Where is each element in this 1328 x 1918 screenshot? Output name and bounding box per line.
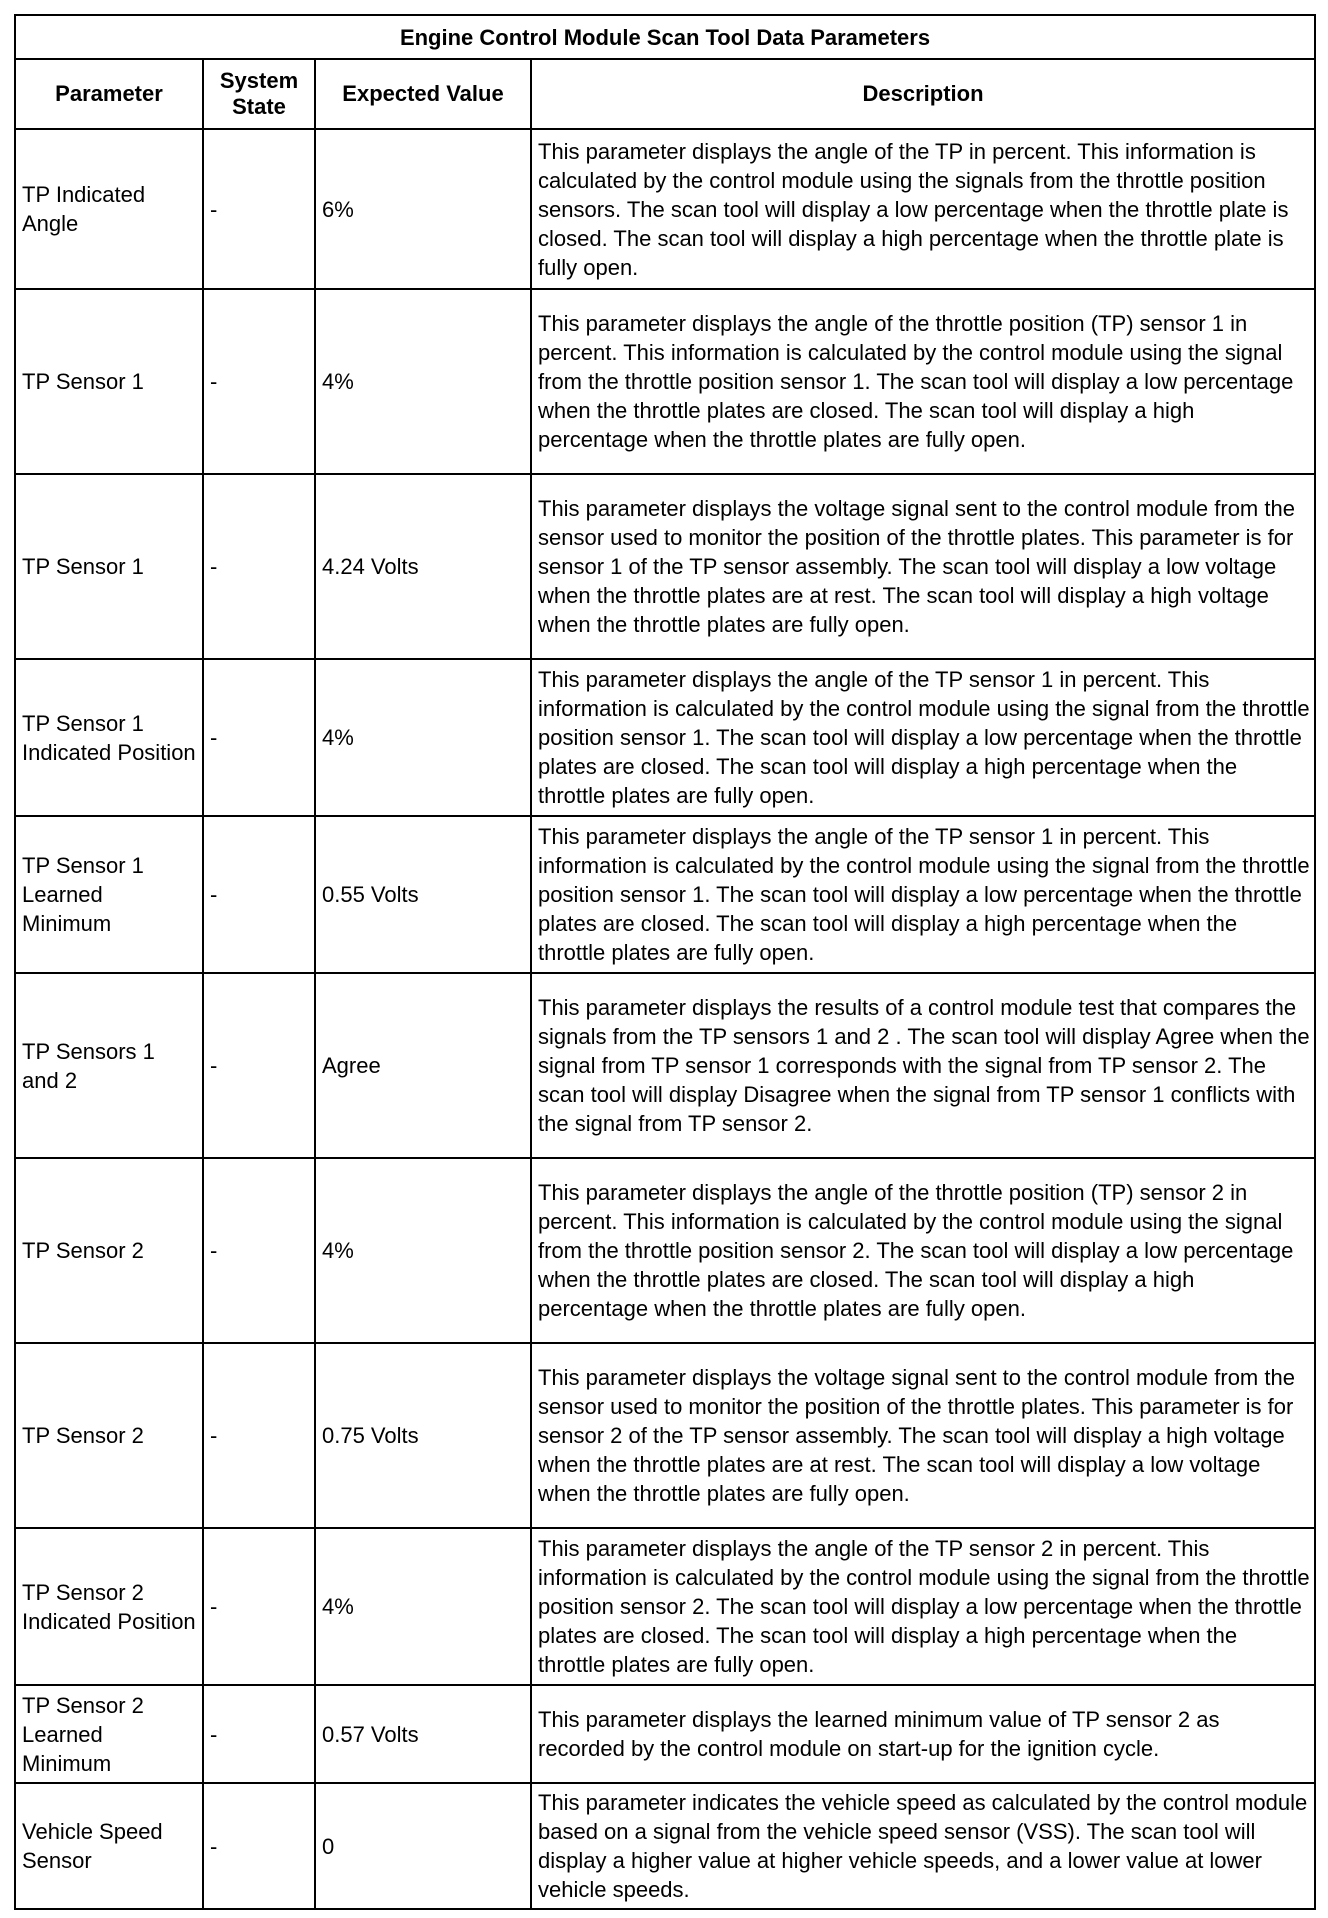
parameter-cell: TP Sensors 1 and 2 — [15, 973, 203, 1158]
description-cell: This parameter displays the angle of the throttle position (TP) sensor 1 in percent. This information is calculated by the control module using the signal from the throttle position sensor 1. The scan tool will display a low percentage when the throttle plates are closed. The scan tool will display a high percentage when the throttle plates are fully open. — [531, 289, 1315, 474]
expected-value-cell: 0.57 Volts — [315, 1685, 531, 1783]
expected-value-cell: 4.24 Volts — [315, 474, 531, 659]
expected-value-cell: 4% — [315, 659, 531, 816]
system-state-cell: - — [203, 1685, 315, 1783]
description-cell: This parameter displays the angle of the TP sensor 1 in percent. This information is calculated by the control module using the signal from the throttle position sensor 1. The scan tool will display a low percentage when the throttle plates are closed. The scan tool will display a high percentage when the throttle plates are fully open. — [531, 659, 1315, 816]
system-state-cell: - — [203, 1783, 315, 1909]
table-row — [15, 1685, 1315, 1783]
description-cell: This parameter displays the voltage signal sent to the control module from the sensor used to monitor the position of the throttle plates. This parameter is for sensor 1 of the TP sensor assembly. The scan tool will display a low voltage when the throttle plates are at rest. The scan tool will display a high voltage when the throttle plates are fully open. — [531, 474, 1315, 659]
parameter-cell: TP Sensor 2 — [15, 1158, 203, 1343]
description-cell: This parameter displays the angle of the TP sensor 1 in percent. This information is calculated by the control module using the signal from the throttle position sensor 1. The scan tool will display a low percentage when the throttle plates are closed. The scan tool will display a high percentage when the throttle plates are fully open. — [531, 816, 1315, 973]
description-cell: This parameter displays the angle of the throttle position (TP) sensor 2 in percent. This information is calculated by the control module using the signal from the throttle position sensor 2. The scan tool will display a low percentage when the throttle plates are closed. The scan tool will display a high percentage when the throttle plates are fully open. — [531, 1158, 1315, 1343]
expected-value-cell: 6% — [315, 129, 531, 289]
table-row — [15, 474, 1315, 659]
expected-value-cell: 4% — [315, 289, 531, 474]
parameter-cell: TP Sensor 1 — [15, 289, 203, 474]
description-cell: This parameter displays the learned minimum value of TP sensor 2 as recorded by the control module on start-up for the ignition cycle. — [531, 1685, 1315, 1783]
table-row — [15, 289, 1315, 474]
parameter-cell: TP Sensor 2 — [15, 1343, 203, 1528]
description-cell: This parameter displays the voltage signal sent to the control module from the sensor used to monitor the position of the throttle plates. This parameter is for sensor 2 of the TP sensor assembly. The scan tool will display a high voltage when the throttle plates are at rest. The scan tool will display a low voltage when the throttle plates are fully open. — [531, 1343, 1315, 1528]
system-state-cell: - — [203, 474, 315, 659]
system-state-cell: - — [203, 1343, 315, 1528]
parameter-cell: TP Sensor 1 — [15, 474, 203, 659]
table-row — [15, 1343, 1315, 1528]
system-state-cell: - — [203, 1158, 315, 1343]
parameter-cell: TP Sensor 1 Learned Minimum — [15, 816, 203, 973]
table-row — [15, 1783, 1315, 1909]
table-row — [15, 816, 1315, 973]
expected-value-cell: 4% — [315, 1158, 531, 1343]
table-row — [15, 1158, 1315, 1343]
system-state-cell: - — [203, 1528, 315, 1685]
expected-value-cell: 0 — [315, 1783, 531, 1909]
system-state-cell: - — [203, 129, 315, 289]
expected-value-cell: Agree — [315, 973, 531, 1158]
system-state-cell: - — [203, 659, 315, 816]
table-row — [15, 659, 1315, 816]
description-cell: This parameter displays the angle of the TP in percent. This information is calculated by the control module using the signals from the throttle position sensors. The scan tool will display a low percentage when the throttle plate is closed. The scan tool will display a high percentage when the throttle plate is fully open. — [531, 129, 1315, 289]
parameter-cell: TP Indicated Angle — [15, 129, 203, 289]
expected-value-cell: 4% — [315, 1528, 531, 1685]
expected-value-cell: 0.55 Volts — [315, 816, 531, 973]
table-row — [15, 1528, 1315, 1685]
parameter-cell: TP Sensor 2 Learned Minimum — [15, 1685, 203, 1783]
parameter-cell: TP Sensor 1 Indicated Position — [15, 659, 203, 816]
header-expected-value: Expected Value — [315, 59, 531, 129]
scan-tool-data-table — [14, 14, 1316, 1910]
table-row — [15, 129, 1315, 289]
expected-value-cell: 0.75 Volts — [315, 1343, 531, 1528]
header-system-state-line1: System — [219, 68, 299, 93]
system-state-cell: - — [203, 816, 315, 973]
header-system-state-line2: State — [232, 94, 286, 119]
header-row — [15, 59, 1315, 129]
table-row — [15, 973, 1315, 1158]
parameter-cell: TP Sensor 2 Indicated Position — [15, 1528, 203, 1685]
table-title: Engine Control Module Scan Tool Data Parameters — [15, 15, 1315, 59]
system-state-cell: - — [203, 973, 315, 1158]
header-system-state — [203, 59, 315, 129]
header-parameter: Parameter — [15, 59, 203, 129]
system-state-cell: - — [203, 289, 315, 474]
parameter-cell: Vehicle Speed Sensor — [15, 1783, 203, 1909]
header-description: Description — [531, 59, 1315, 129]
description-cell: This parameter displays the results of a control module test that compares the signals from the TP sensors 1 and 2 . The scan tool will display Agree when the signal from TP sensor 1 corresponds with the signal from TP sensor 2. The scan tool will display Disagree when the signal from TP sensor 1 conflicts with the signal from TP sensor 2. — [531, 973, 1315, 1158]
description-cell: This parameter indicates the vehicle speed as calculated by the control module based on a signal from the vehicle speed sensor (VSS). The scan tool will display a higher value at higher vehicle speeds, and a lower value at lower vehicle speeds. — [531, 1783, 1315, 1909]
description-cell: This parameter displays the angle of the TP sensor 2 in percent. This information is calculated by the control module using the signal from the throttle position sensor 2. The scan tool will display a low percentage when the throttle plates are closed. The scan tool will display a high percentage when the throttle plates are fully open. — [531, 1528, 1315, 1685]
